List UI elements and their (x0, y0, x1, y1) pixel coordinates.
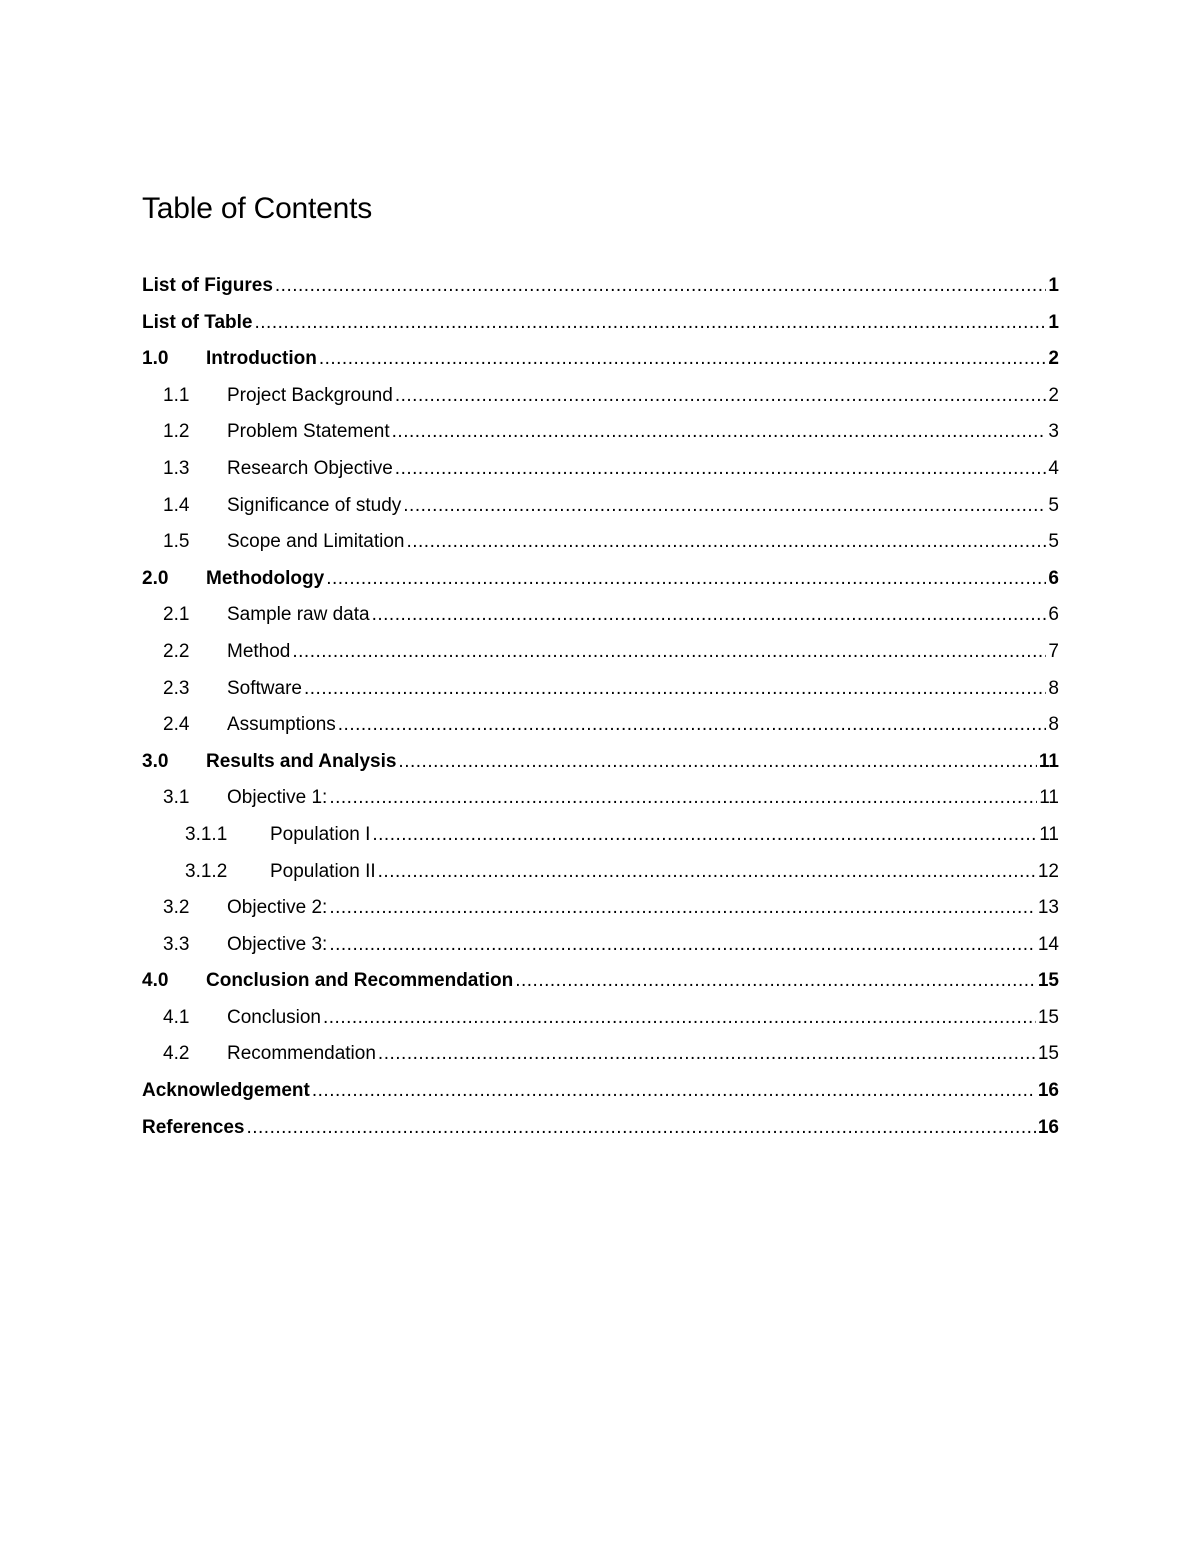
dot-leader (392, 414, 1047, 451)
toc-entry-number: 1.3 (163, 457, 190, 479)
toc-entry-method[interactable] (142, 634, 1059, 671)
toc-entry-number: 3.1.2 (185, 860, 228, 882)
toc-entry-page: 15 (1037, 970, 1059, 992)
toc-entry-page: 12 (1037, 860, 1059, 882)
toc-entry-number: 3.0 (142, 750, 169, 772)
toc-entry-number: 2.0 (142, 567, 169, 589)
toc-entry-significance-of-study[interactable] (142, 488, 1059, 525)
toc-entry-assumptions[interactable] (142, 707, 1059, 744)
toc-entry-label: Conclusion (227, 1006, 321, 1028)
toc-entry-number: 2.2 (163, 640, 190, 662)
toc-entry-software[interactable] (142, 671, 1059, 708)
dot-leader (275, 268, 1047, 305)
toc-entry-methodology[interactable] (142, 561, 1059, 598)
toc-entry-label: Introduction (206, 348, 317, 370)
dot-leader (323, 1000, 1036, 1037)
toc-entry-sample-raw-data[interactable] (142, 597, 1059, 634)
toc-entry-page: 8 (1048, 714, 1059, 736)
toc-entry-label: Objective 3: (227, 933, 328, 955)
toc-entry-page: 5 (1048, 494, 1059, 516)
toc-entry-page: 11 (1039, 787, 1059, 809)
dot-leader (319, 341, 1047, 378)
dot-leader (329, 927, 1036, 964)
toc-entry-recommendation[interactable] (142, 1036, 1059, 1073)
toc-entry-page: 5 (1048, 531, 1059, 553)
dot-leader (378, 1036, 1036, 1073)
toc-entry-label: Assumptions (227, 714, 336, 736)
toc-entry-number: 3.1 (163, 787, 190, 809)
dot-leader (515, 963, 1036, 1000)
toc-entry-label: Population II (270, 860, 376, 882)
dot-leader (338, 707, 1047, 744)
toc-entry-number: 3.3 (163, 933, 190, 955)
toc-entry-label: Problem Statement (227, 421, 390, 443)
dot-leader (329, 890, 1036, 927)
toc-entry-label: List of Figures (142, 275, 273, 296)
toc-entry-page: 14 (1037, 933, 1059, 955)
toc-entry-page: 7 (1048, 640, 1059, 662)
toc-entry-page: 13 (1037, 897, 1059, 919)
toc-entry-list-of-figures[interactable] (142, 268, 1059, 305)
toc-entry-objective-2[interactable] (142, 890, 1059, 927)
toc-entry-label: Acknowledgement (142, 1080, 310, 1102)
toc-entry-label: Software (227, 677, 302, 699)
toc-entry-page: 2 (1048, 384, 1059, 406)
toc-entry-scope-and-limitation[interactable] (142, 524, 1059, 561)
toc-entry-results-and-analysis[interactable] (142, 744, 1059, 781)
dot-leader (378, 854, 1036, 891)
dot-leader (326, 561, 1046, 598)
toc-entry-page: 15 (1037, 1043, 1059, 1065)
toc-entry-introduction[interactable] (142, 341, 1059, 378)
toc-entry-label: Conclusion and Recommendation (206, 970, 514, 992)
dot-leader (403, 488, 1046, 525)
toc-entry-label: Method (227, 640, 291, 662)
toc-entry-number: 1.0 (142, 348, 169, 370)
dot-leader (395, 451, 1047, 488)
toc-entry-number: 1.5 (163, 531, 190, 553)
dot-leader (292, 634, 1046, 671)
toc-entry-number: 4.0 (142, 970, 169, 992)
toc-entry-page: 11 (1038, 750, 1059, 772)
toc-entry-conclusion[interactable] (142, 1000, 1059, 1037)
toc-entry-page: 1 (1048, 275, 1059, 296)
toc-entry-label: Objective 1: (227, 787, 328, 809)
toc-entry-number: 2.1 (163, 604, 190, 626)
toc-entry-number: 3.1.1 (185, 823, 228, 845)
toc-entry-objective-1[interactable] (142, 780, 1059, 817)
toc-entry-problem-statement[interactable] (142, 414, 1059, 451)
toc-entry-label: References (142, 1116, 245, 1138)
dot-leader (254, 305, 1046, 342)
toc-entry-page: 6 (1048, 567, 1059, 589)
toc-entry-page: 1 (1048, 311, 1059, 333)
toc-entry-number: 4.2 (163, 1043, 190, 1065)
toc-entry-page: 4 (1048, 457, 1059, 479)
toc-entry-label: List of Table (142, 311, 253, 333)
toc-entry-list-of-table[interactable] (142, 305, 1059, 342)
toc-entry-page: 11 (1039, 823, 1059, 845)
dot-leader (395, 378, 1047, 415)
dot-leader (406, 524, 1046, 561)
toc-entry-label: Methodology (206, 567, 325, 589)
dot-leader (246, 1110, 1035, 1147)
toc-entry-page: 3 (1048, 421, 1059, 443)
toc-entry-label: Sample raw data (227, 604, 370, 626)
toc-entry-page: 15 (1037, 1006, 1059, 1028)
toc-entry-page: 6 (1048, 604, 1059, 626)
toc-entry-label: Objective 2: (227, 897, 328, 919)
toc-entry-references[interactable] (142, 1110, 1059, 1147)
toc-entry-number: 1.2 (163, 421, 190, 443)
toc-entry-project-background[interactable] (142, 378, 1059, 415)
toc-entry-label: Project Background (227, 384, 393, 406)
toc-entry-population-ii[interactable] (142, 854, 1059, 891)
dot-leader (329, 780, 1037, 817)
toc-entry-number: 2.4 (163, 714, 190, 736)
toc-entry-number: 4.1 (163, 1006, 190, 1028)
page-title: Table of Contents (142, 192, 373, 225)
toc-entry-number: 1.4 (163, 494, 190, 516)
toc-entry-acknowledgement[interactable] (142, 1073, 1059, 1110)
toc-entry-label: Research Objective (227, 457, 393, 479)
table-of-contents (142, 268, 1059, 1146)
toc-entry-page: 16 (1037, 1116, 1059, 1138)
dot-leader (304, 671, 1046, 708)
toc-entry-page: 8 (1048, 677, 1059, 699)
dot-leader (398, 744, 1036, 781)
toc-entry-label: Significance of study (227, 494, 402, 516)
toc-entry-research-objective[interactable] (142, 451, 1059, 488)
toc-entry-number: 1.1 (163, 384, 190, 406)
toc-entry-label: Recommendation (227, 1043, 376, 1065)
toc-entry-page: 16 (1037, 1080, 1059, 1102)
toc-entry-page: 2 (1048, 348, 1059, 370)
toc-entry-label: Population I (270, 823, 371, 845)
dot-leader (312, 1073, 1036, 1110)
dot-leader (372, 817, 1037, 854)
toc-entry-objective-3[interactable] (142, 927, 1059, 964)
toc-entry-label: Results and Analysis (206, 750, 397, 772)
toc-entry-number: 2.3 (163, 677, 190, 699)
toc-entry-conclusion-and-recommendation[interactable] (142, 963, 1059, 1000)
toc-entry-number: 3.2 (163, 897, 190, 919)
toc-entry-population-i[interactable] (142, 817, 1059, 854)
dot-leader (372, 597, 1047, 634)
toc-entry-label: Scope and Limitation (227, 531, 405, 553)
